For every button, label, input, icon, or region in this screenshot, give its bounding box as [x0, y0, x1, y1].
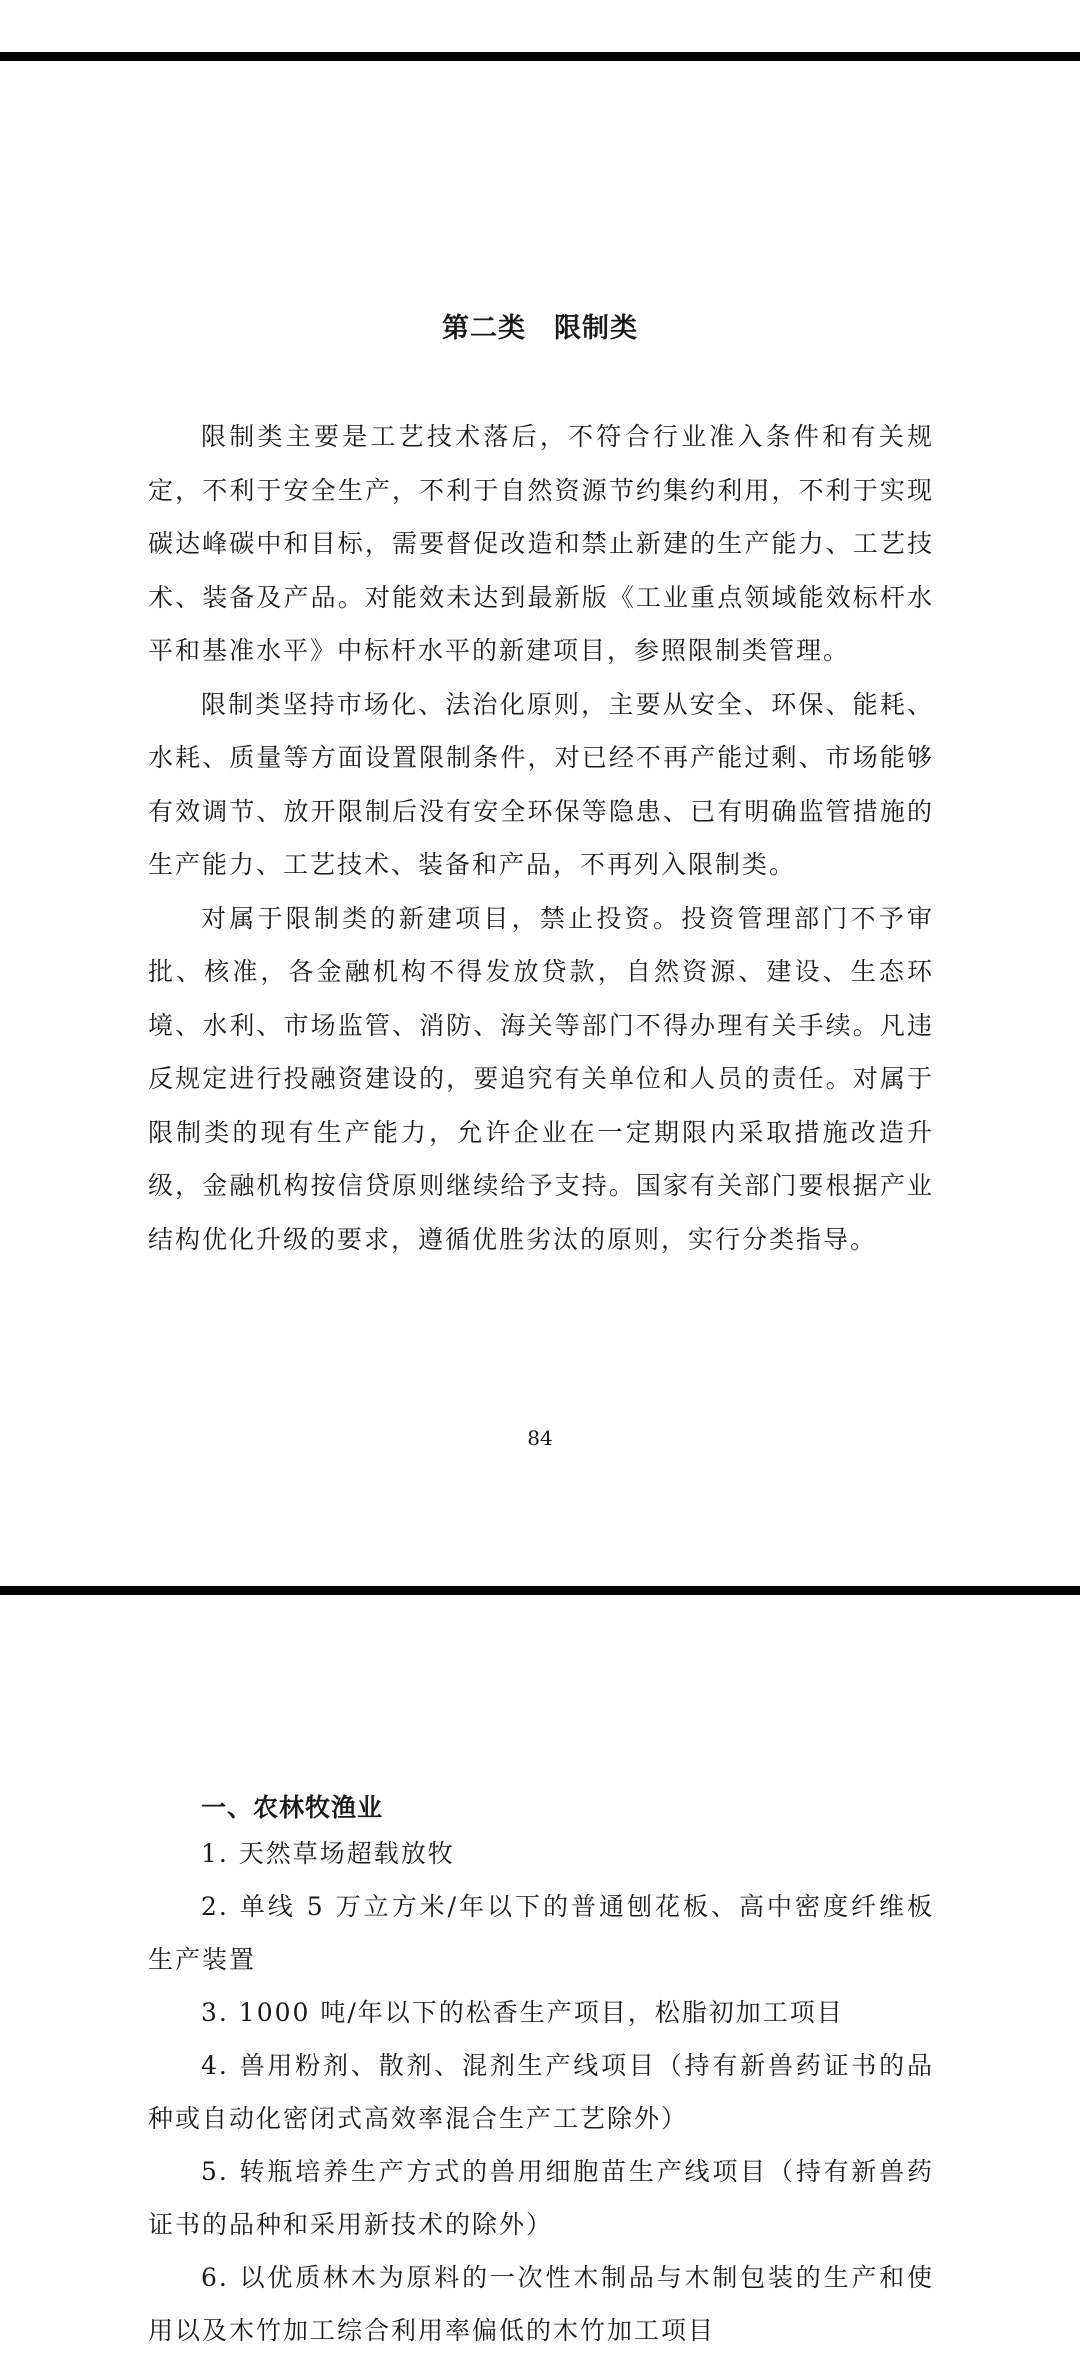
paragraph-investment-rules: 对属于限制类的新建项目，禁止投资。投资管理部门不予审批、核准，各金融机构不得发放贷款，自然资源、建设、生态环境、水利、市场监管、消防、海关等部门不得办理有关手续。凡违反规定进行投融资建设的，要追究有关单位和人员的责任。对属于限制类的现有生产能力，允许企业在一定期限内采取措施改造升级，金融机构按信贷原则继续给予支持。国家有关部门要根据产业结构优化升级的要求，遵循优胜劣汰的原则，实行分类指导。: [148, 903, 934, 1254]
section-title: [0, 306, 1080, 345]
category-heading: 一、农林牧渔业: [201, 1793, 384, 1822]
page-separator-middle: [0, 1586, 1080, 1595]
document-page-85: [0, 1595, 1080, 2345]
page-separator-top: [0, 52, 1080, 61]
item-list: [148, 1827, 934, 2357]
list-item: 4. 兽用粉剂、散剂、混剂生产线项目（持有新兽药证书的品种或自动化密闭式高效率混合生产工艺除外）: [148, 2051, 934, 2133]
paragraph-definition: 限制类主要是工艺技术落后，不符合行业准入条件和有关规定，不利于安全生产，不利于自然资源节约集约利用，不利于实现碳达峰碳中和目标，需要督促改造和禁止新建的生产能力、工艺技术、装备及产品。对能效未达到最新版《工业重点领域能效标杆水平和基准水平》中标杆水平的新建项目，参照限制类管理。: [148, 422, 934, 665]
list-item: 3. 1000 吨/年以下的松香生产项目，松脂初加工项目: [201, 1998, 844, 2027]
section-body: [148, 410, 934, 1266]
section-title-part-a: 第二类: [442, 313, 526, 344]
section-title-part-b: 限制类: [554, 313, 638, 344]
document-page-84: [0, 61, 1080, 1586]
list-item: 6. 以优质林木为原料的一次性木制品与木制包装的生产和使用以及木竹加工综合利用率偏低的木竹加工项目: [148, 2263, 934, 2345]
paragraph-principles: 限制类坚持市场化、法治化原则，主要从安全、环保、能耗、水耗、质量等方面设置限制条件，对已经不再产能过剩、市场能够有效调节、放开限制后没有安全环保等隐患、已有明确监管措施的生产能力、工艺技术、装备和产品，不再列入限制类。: [148, 689, 934, 879]
list-item: 5. 转瓶培养生产方式的兽用细胞苗生产线项目（持有新兽药证书的品种和采用新技术的除外）: [148, 2157, 934, 2239]
list-item: 2. 单线 5 万立方米/年以下的普通刨花板、高中密度纤维板生产装置: [148, 1892, 934, 1974]
list-item: 1. 天然草场超载放牧: [201, 1839, 455, 1868]
page-number: 84: [527, 1426, 553, 1450]
